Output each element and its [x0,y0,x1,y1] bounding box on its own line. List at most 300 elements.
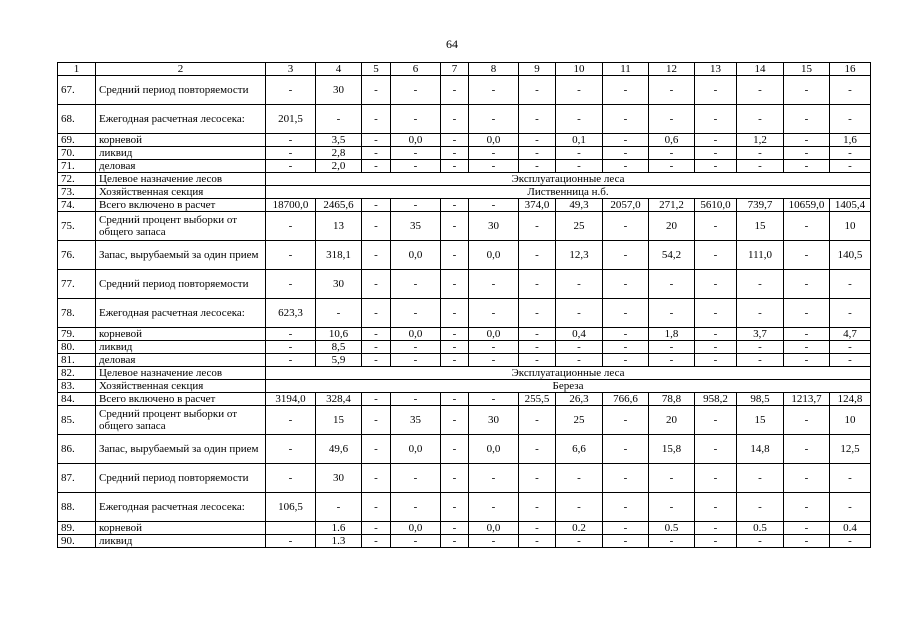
table-cell: 20 [649,212,695,241]
table-cell: 54,2 [649,241,695,270]
row-number: 69. [58,134,96,147]
table-row [58,134,871,147]
table-cell: - [469,270,519,299]
row-label: ликвид [96,147,266,160]
row-label: Запас, вырубаемый за один прием [96,241,266,270]
table-cell: 2465,6 [316,199,362,212]
table-cell: - [362,328,391,341]
table-cell: 0,0 [469,328,519,341]
table-cell: 35 [391,212,441,241]
column-header: 6 [391,63,441,76]
table-cell: 1.3 [316,535,362,548]
row-number: 73. [58,186,96,199]
table-cell: - [603,493,649,522]
table-cell: - [519,328,556,341]
table-cell: - [519,212,556,241]
table-cell: - [830,341,871,354]
table-cell: 49,3 [556,199,603,212]
table-cell: - [266,270,316,299]
table-cell: 4,7 [830,328,871,341]
table-cell: - [519,341,556,354]
table-cell: - [830,76,871,105]
table-cell: - [441,493,469,522]
table-cell: 30 [316,270,362,299]
table-cell: - [737,270,784,299]
table-cell: 2,8 [316,147,362,160]
table-cell: - [441,160,469,173]
table-cell: - [441,76,469,105]
table-cell: - [784,134,830,147]
table-cell: - [649,341,695,354]
section-value: Береза [266,380,871,393]
table-cell: - [695,212,737,241]
table-cell: - [519,535,556,548]
table-cell: 958,2 [695,393,737,406]
table-cell: 1,6 [830,134,871,147]
table-cell: - [784,354,830,367]
column-header: 7 [441,63,469,76]
table-cell: - [441,299,469,328]
row-number: 89. [58,522,96,535]
row-label: Всего включено в расчет [96,393,266,406]
table-cell: 1405,4 [830,199,871,212]
table-cell: - [695,76,737,105]
table-cell: - [695,341,737,354]
table-cell: 0.2 [556,522,603,535]
table-cell: - [362,299,391,328]
table-cell: - [362,522,391,535]
table-cell: 0,6 [649,134,695,147]
table-row [58,147,871,160]
row-label: Средний процент выборки от общего запаса [96,406,266,435]
table-cell: 0,0 [469,134,519,147]
table-cell: - [316,299,362,328]
table-cell: - [695,299,737,328]
table-cell: - [391,493,441,522]
table-cell: 0,0 [391,134,441,147]
table-cell: - [469,341,519,354]
table-cell: - [441,341,469,354]
table-cell: - [649,160,695,173]
table-cell: - [784,328,830,341]
table-cell: - [469,147,519,160]
table-row [58,199,871,212]
table-cell: - [830,535,871,548]
table-cell: 124,8 [830,393,871,406]
table-cell: - [603,299,649,328]
row-number: 87. [58,464,96,493]
table-cell: - [556,147,603,160]
table-cell: - [391,105,441,134]
table-cell: - [556,464,603,493]
table-row [58,299,871,328]
table-cell: - [441,212,469,241]
row-number: 86. [58,435,96,464]
table-cell: - [362,493,391,522]
table-cell: - [362,393,391,406]
row-label: корневой [96,134,266,147]
table-row [58,393,871,406]
table-cell: 739,7 [737,199,784,212]
table-cell: 35 [391,406,441,435]
row-number: 88. [58,493,96,522]
column-header: 11 [603,63,649,76]
table-cell: - [830,354,871,367]
column-header: 5 [362,63,391,76]
table-cell: - [784,270,830,299]
table-row [58,105,871,134]
table-cell: - [603,354,649,367]
table-cell: 14,8 [737,435,784,464]
table-cell: - [695,160,737,173]
table-cell: 5,9 [316,354,362,367]
table-cell: 0,0 [391,435,441,464]
table-cell: 623,3 [266,299,316,328]
table-cell: 201,5 [266,105,316,134]
table-cell: 15 [316,406,362,435]
row-number: 70. [58,147,96,160]
table-cell: - [469,535,519,548]
table-cell: - [362,76,391,105]
table-cell: - [362,535,391,548]
table-cell: - [316,493,362,522]
row-label: Запас, вырубаемый за один прием [96,435,266,464]
table-cell: - [391,76,441,105]
row-label: деловая [96,354,266,367]
table-cell: 0.4 [830,522,871,535]
table-cell: - [737,354,784,367]
table-cell: 1,8 [649,328,695,341]
table-row [58,435,871,464]
table-cell: - [469,160,519,173]
column-header: 1 [58,63,96,76]
table-cell: - [603,406,649,435]
table-cell: - [784,299,830,328]
table-cell: - [737,535,784,548]
table-cell: - [784,522,830,535]
table-cell: 2,0 [316,160,362,173]
table-cell: - [784,241,830,270]
table-row [58,535,871,548]
table-row [58,464,871,493]
table-cell: - [737,147,784,160]
table-cell: - [556,354,603,367]
table-cell: - [441,241,469,270]
table-cell: - [441,435,469,464]
table-cell: 140,5 [830,241,871,270]
table-cell: 15 [737,212,784,241]
table-cell: - [784,160,830,173]
table-cell: - [695,328,737,341]
table-cell: - [519,406,556,435]
table-row [58,328,871,341]
table-cell: - [362,134,391,147]
table-cell: 318,1 [316,241,362,270]
table-cell: 0,0 [469,522,519,535]
column-header: 12 [649,63,695,76]
table-cell: - [603,134,649,147]
row-label: Ежегодная расчетная лесосека: [96,299,266,328]
table-cell: - [830,147,871,160]
table-cell: 30 [316,464,362,493]
row-label: Ежегодная расчетная лесосека: [96,105,266,134]
table-cell: - [266,535,316,548]
table-cell: - [391,535,441,548]
row-number: 82. [58,367,96,380]
table-cell: - [649,493,695,522]
table-cell: - [362,147,391,160]
row-number: 74. [58,199,96,212]
table-cell: - [469,299,519,328]
table-row [58,406,871,435]
table-row [58,493,871,522]
table-cell: - [603,147,649,160]
table-cell: - [649,105,695,134]
row-number: 67. [58,76,96,105]
table-cell: 3,5 [316,134,362,147]
table-row [58,380,871,393]
table-cell: 271,2 [649,199,695,212]
table-cell: - [441,522,469,535]
table-cell: - [603,212,649,241]
table-cell: - [441,105,469,134]
table-cell: - [603,535,649,548]
row-label: корневой [96,328,266,341]
table-cell: - [830,299,871,328]
row-number: 90. [58,535,96,548]
row-label: корневой [96,522,266,535]
table-cell: - [603,270,649,299]
table-cell: - [519,105,556,134]
table-cell: - [695,241,737,270]
table-cell: - [469,354,519,367]
table-cell: 12,3 [556,241,603,270]
table-row [58,160,871,173]
table-cell: - [830,270,871,299]
row-number: 84. [58,393,96,406]
table-cell: - [737,341,784,354]
table-cell: 25 [556,212,603,241]
table-cell: - [266,147,316,160]
table-cell: - [391,199,441,212]
table-cell: - [603,464,649,493]
table-cell: - [830,464,871,493]
table-cell: - [737,160,784,173]
table-cell: 25 [556,406,603,435]
column-header: 9 [519,63,556,76]
table-cell: - [362,406,391,435]
table-cell: - [695,134,737,147]
table-cell: - [556,535,603,548]
table-cell: 1,2 [737,134,784,147]
row-label: деловая [96,160,266,173]
table-cell: - [362,464,391,493]
table-cell: - [266,464,316,493]
column-header: 13 [695,63,737,76]
table-cell: - [737,493,784,522]
table-cell: - [695,493,737,522]
table-cell: 5610,0 [695,199,737,212]
table-cell: - [519,464,556,493]
table-cell: - [784,435,830,464]
table-cell: - [362,341,391,354]
table-cell: - [556,270,603,299]
table-cell: 2057,0 [603,199,649,212]
table-cell: 0.5 [737,522,784,535]
table-cell: - [603,76,649,105]
row-number: 75. [58,212,96,241]
table-cell: 0,0 [469,435,519,464]
header-row [58,63,871,76]
table-cell: - [737,299,784,328]
table-cell: - [830,160,871,173]
table-cell: 15 [737,406,784,435]
table-cell: - [441,406,469,435]
table-cell: - [469,393,519,406]
row-label: Целевое назначение лесов [96,367,266,380]
row-label: Средний период повторяемости [96,270,266,299]
table-cell: - [603,241,649,270]
table-cell: 328,4 [316,393,362,406]
table-cell: - [603,341,649,354]
table-cell: - [266,76,316,105]
table-cell: - [695,535,737,548]
table-cell: - [695,354,737,367]
table-cell: - [266,160,316,173]
table-row [58,354,871,367]
table-cell: - [830,105,871,134]
table-cell: - [391,354,441,367]
table-cell: - [519,160,556,173]
table-row [58,173,871,186]
table-cell: 30 [469,406,519,435]
column-header: 4 [316,63,362,76]
table-cell: - [649,76,695,105]
table-cell: 0,1 [556,134,603,147]
table-row [58,367,871,380]
table-cell: - [362,241,391,270]
table-cell: - [603,522,649,535]
table-cell: - [362,105,391,134]
table-cell: - [469,76,519,105]
table-cell: - [784,464,830,493]
row-number: 85. [58,406,96,435]
table-cell: 78,8 [649,393,695,406]
table-cell: - [362,212,391,241]
table-cell: - [266,341,316,354]
row-number: 80. [58,341,96,354]
table-cell: - [391,299,441,328]
row-label: Хозяйственная секция [96,380,266,393]
table-cell: - [391,270,441,299]
table-cell: - [830,493,871,522]
table-cell: - [469,105,519,134]
table-cell: - [519,435,556,464]
row-number: 72. [58,173,96,186]
table-cell: - [391,464,441,493]
table-cell: - [649,535,695,548]
row-number: 78. [58,299,96,328]
table-cell: - [737,464,784,493]
table-cell: 111,0 [737,241,784,270]
table-cell: - [649,270,695,299]
table-cell: - [695,105,737,134]
table-row [58,522,871,535]
table-cell: 15,8 [649,435,695,464]
table-cell: - [695,406,737,435]
table-cell: 10 [830,212,871,241]
table-row [58,341,871,354]
row-label: Ежегодная расчетная лесосека: [96,493,266,522]
table-cell: - [784,406,830,435]
row-number: 81. [58,354,96,367]
table-cell: - [556,341,603,354]
table-cell: 374,0 [519,199,556,212]
table-cell: - [519,354,556,367]
table-cell: 20 [649,406,695,435]
table-cell: - [519,241,556,270]
row-label: Средний период повторяемости [96,464,266,493]
column-header: 16 [830,63,871,76]
table-cell: - [391,393,441,406]
forest-calculation-table [57,62,871,548]
column-header: 14 [737,63,784,76]
section-value: Эксплуатационные леса [266,367,871,380]
table-cell: 0,0 [469,241,519,270]
table-cell: 255,5 [519,393,556,406]
table-cell: - [519,299,556,328]
section-value: Лиственница н.б. [266,186,871,199]
table-cell: - [441,328,469,341]
table-cell: - [266,328,316,341]
table-cell: - [266,241,316,270]
table-cell: - [519,134,556,147]
table-cell: 10,6 [316,328,362,341]
table-cell: 1213,7 [784,393,830,406]
table-cell: - [603,435,649,464]
row-number: 77. [58,270,96,299]
table-cell: - [784,341,830,354]
table-cell: - [469,199,519,212]
row-label: ликвид [96,341,266,354]
row-number: 76. [58,241,96,270]
table-cell: - [649,464,695,493]
table-cell: 13 [316,212,362,241]
table-cell: - [441,134,469,147]
column-header: 3 [266,63,316,76]
table-cell: - [316,105,362,134]
table-cell: - [441,535,469,548]
table-cell: 0,0 [391,328,441,341]
table-cell: - [441,354,469,367]
table-cell: - [695,147,737,160]
table-cell: 3,7 [737,328,784,341]
table-cell: - [784,535,830,548]
table-cell: 0,0 [391,241,441,270]
table-cell: 8,5 [316,341,362,354]
table-cell: 0,4 [556,328,603,341]
table-cell: - [556,105,603,134]
table-cell: - [603,328,649,341]
table-cell: - [266,435,316,464]
table-cell: - [784,105,830,134]
row-label: Целевое назначение лесов [96,173,266,186]
table-cell: - [695,270,737,299]
section-value: Эксплуатационные леса [266,173,871,186]
row-number: 68. [58,105,96,134]
table-cell: - [362,354,391,367]
table-cell: - [649,147,695,160]
